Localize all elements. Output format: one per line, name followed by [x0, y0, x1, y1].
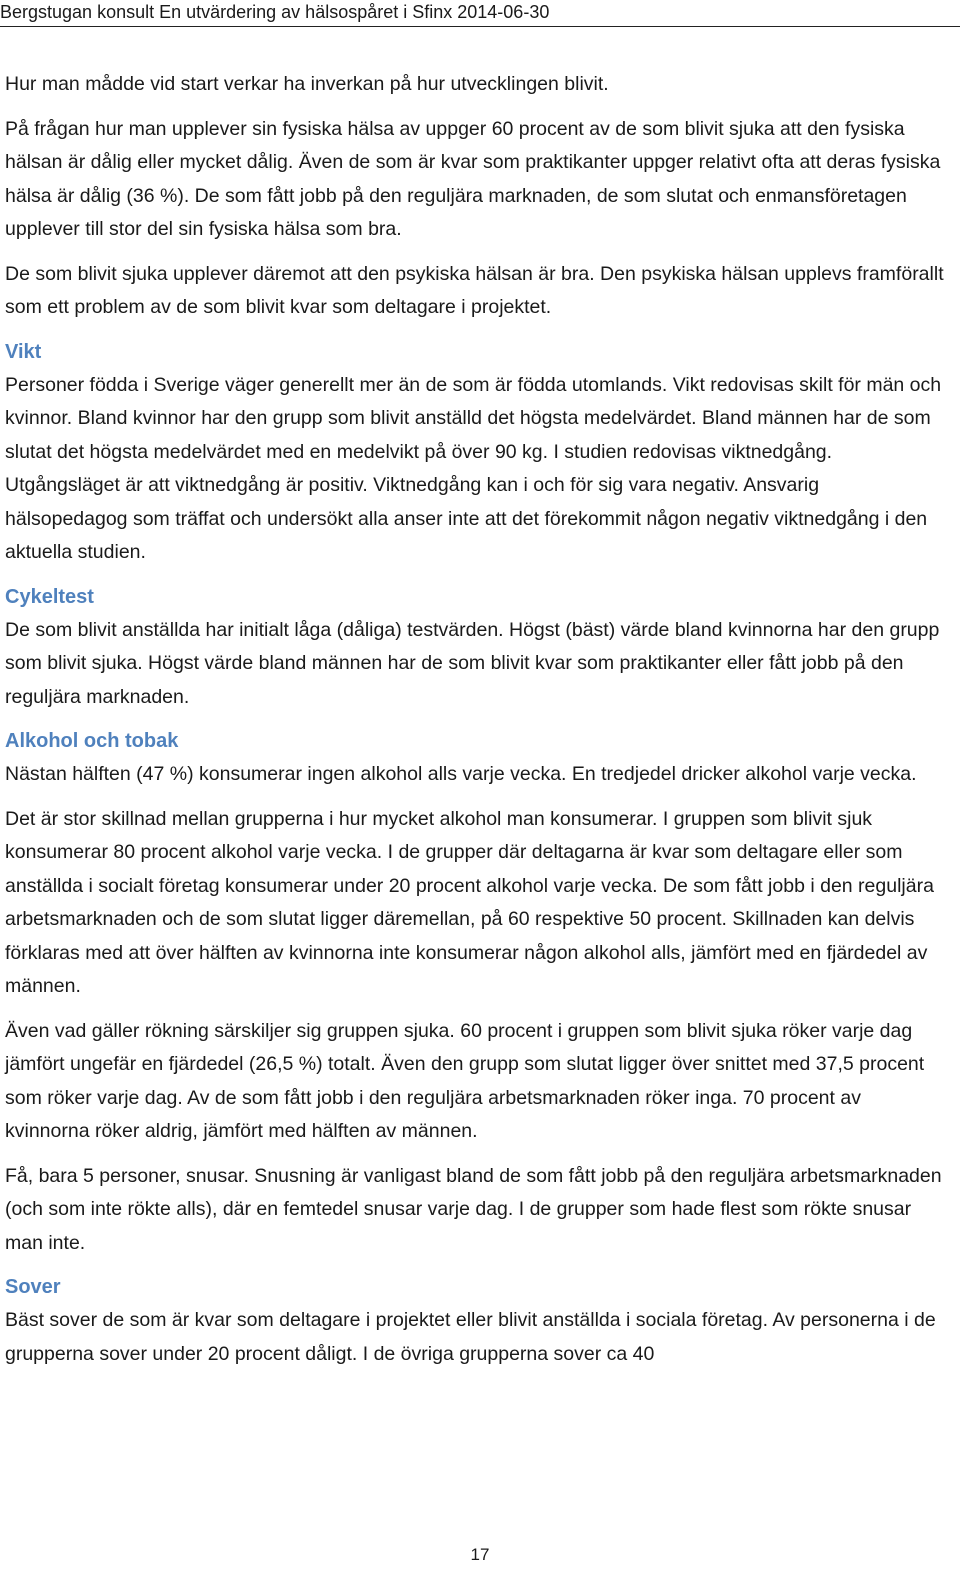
page-content — [5, 68, 945, 1371]
page-number: 17 — [470, 1545, 490, 1564]
paragraph-sover: Bäst sover de som är kvar som deltagare i projektet eller blivit anställda i sociala företag. Av personerna i de grupperna sover under 20 procent dåligt. I de övriga grupperna sover ca 40 — [5, 1309, 936, 1365]
paragraph-alkohol-groups: Det är stor skillnad mellan grupperna i hur mycket alkohol man konsumerar. I gruppen som blivit sjuk konsumerar 80 procent alkohol varje vecka. I de grupper där deltagarna är kvar som deltagare eller som anställda i socialt företag konsumerar under 20 procent alkohol varje vecka. De som fått jobb i den reguljära arbetsmarknaden och de som slutat ligger däremellan, på 60 respektive 50 procent. Skillnaden kan delvis förklaras med att över hälften av kvinnorna inte konsumerar någon alkohol alls, jämfört med en fjärdedel av männen. — [5, 807, 934, 997]
heading-vikt: Vikt — [5, 340, 42, 363]
heading-sover: Sover — [5, 1276, 61, 1298]
paragraph-alkohol-summary: Nästan hälften (47 %) konsumerar ingen alkohol alls varje vecka. En tredjedel dricker alkohol varje vecka. — [5, 763, 917, 785]
running-header: Bergstugan konsult En utvärdering av hälsospåret i Sfinx 2014-06-30 — [0, 0, 960, 27]
paragraph-mental-health: De som blivit sjuka upplever däremot att den psykiska hälsan är bra. Den psykiska hälsan upplevs framförallt som ett problem av de som blivit kvar som deltagare i projektet. — [5, 262, 944, 318]
paragraph-cykeltest: De som blivit anställda har initialt låga (dåliga) testvärden. Högst (bäst) värde bland kvinnorna har den grupp som blivit sjuka. Högst värde bland männen har de som blivit kvar som praktikanter eller fått jobb på den reguljära marknaden. — [5, 618, 940, 708]
paragraph-rokning: Även vad gäller rökning särskiljer sig gruppen sjuka. 60 procent i gruppen som blivit sjuka röker varje dag jämfört ungefär en fjärdedel (26,5 %) totalt. Även den grupp som slutat ligger över snittet med 37,5 procent som röker varje dag. Av de som fått jobb i den reguljära arbetsmarknaden röker inga. 70 procent av kvinnorna röker aldrig, jämfört med hälften av männen. — [5, 1019, 925, 1142]
paragraph-snus: Få, bara 5 personer, snusar. Snusning är vanligast bland de som fått jobb på den reguljära arbetsmarknaden (och som inte rökte alls), där en femtedel snusar varje dag. I de grupper som hade flest som rökte snusar man inte. — [5, 1164, 942, 1254]
paragraph-physical-health: På frågan hur man upplever sin fysiska hälsa av uppger 60 procent av de som blivit sjuka att den fysiska hälsan är dålig eller mycket dålig. Även de som är kvar som praktikanter uppger relativt ofta att deras fysiska hälsa är dålig (36 %). De som fått jobb på den reguljära marknaden, de som slutat och enmansföretagen upplever till stor del sin fysiska hälsa som bra. — [5, 117, 941, 240]
heading-alkohol-tobak: Alkohol och tobak — [5, 730, 179, 752]
heading-cykeltest: Cykeltest — [5, 585, 94, 608]
paragraph-start-effect: Hur man mådde vid start verkar ha inverkan på hur utvecklingen blivit. — [5, 73, 609, 95]
paragraph-vikt: Personer födda i Sverige väger generellt mer än de som är födda utomlands. Vikt redovisas skilt för män och kvinnor. Bland kvinnor har den grupp som blivit anställd det högsta medelvärdet. Bland männen har de som slutat det högsta medelvärdet med en medelvikt på över 90 kg. I studien redovisas viktnedgång. Utgångsläget är att viktnedgång är positiv. Viktnedgång kan i och för sig vara negativ. Ansvarig hälsopedagog som träffat och undersökt alla anser inte att det förekommit någon negativ viktnedgång i den aktuella studien. — [5, 373, 942, 563]
